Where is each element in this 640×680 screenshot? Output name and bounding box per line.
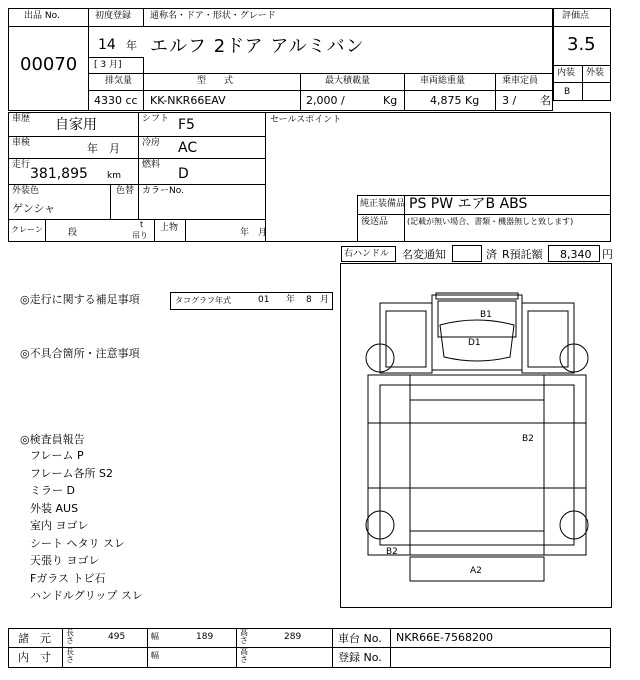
height-label: 高さ xyxy=(240,628,248,645)
mileage-label: 走行 xyxy=(12,160,31,170)
capacity-value: 3 / xyxy=(502,94,517,107)
supplement-label: ◎走行に関する補足事項 xyxy=(20,293,140,306)
type-label: 型 式 xyxy=(197,76,234,86)
divider xyxy=(88,8,89,111)
equipment-value: PS PW エアB ABS xyxy=(409,196,528,212)
grade-value: 3.5 xyxy=(567,34,596,55)
history-value: 自家用 xyxy=(55,117,97,133)
damage-mark: B1 xyxy=(480,310,492,320)
interior-dims-label: 内 寸 xyxy=(18,651,51,664)
divider xyxy=(357,214,611,215)
report-line: ミラー D xyxy=(30,484,75,497)
fuel-label: 燃料 xyxy=(142,160,161,170)
model-name: エルフ 2ドア アルミバン xyxy=(150,36,365,57)
max-load-unit: Kg xyxy=(383,94,398,107)
vehicle-outline xyxy=(340,263,612,608)
divider xyxy=(495,73,496,111)
exterior-label: 外装 xyxy=(586,68,605,78)
divider xyxy=(143,8,144,26)
interior-height-label: 高さ xyxy=(240,647,248,664)
capacity-label: 乗車定員 xyxy=(502,76,539,86)
inspector-report xyxy=(30,447,270,605)
report-line: Fガラス トビ石 xyxy=(30,571,106,585)
max-load-value: 2,000 / xyxy=(306,94,345,107)
divider xyxy=(8,136,265,137)
name-change-label: 名変通知 xyxy=(402,248,446,261)
top-value: 年 月 xyxy=(240,228,268,238)
report-line: 室内 ヨゴレ xyxy=(30,519,89,532)
inspection-value: 年 月 xyxy=(87,142,120,155)
damage-mark: B2 xyxy=(386,547,398,557)
chassis-label: 車台 No. xyxy=(338,632,382,645)
title-label: 通称名・ドア・形状・グレード xyxy=(150,11,276,21)
divider xyxy=(390,628,391,668)
color-no-label: カラーNo. xyxy=(142,186,184,196)
tachograph-year-unit: 年 xyxy=(286,295,296,305)
equipment-label: 純正装備品 xyxy=(360,199,406,209)
damage-mark: A2 xyxy=(470,566,482,576)
shift-value: F5 xyxy=(178,117,195,133)
divider xyxy=(404,73,405,111)
footer-box xyxy=(8,628,611,668)
report-line: シート ヘタリ スレ xyxy=(30,536,125,550)
vehicle-diagram xyxy=(340,263,612,608)
divider xyxy=(8,184,265,185)
sales-point-label: セールスポイント xyxy=(270,115,342,125)
divider xyxy=(332,628,333,668)
history-label: 車歴 xyxy=(12,114,31,124)
divider xyxy=(553,26,611,27)
color-label: 外装色 xyxy=(12,186,40,196)
divider xyxy=(8,647,611,648)
divider xyxy=(236,628,237,668)
interior-label: 内装 xyxy=(557,68,576,78)
fuel-value: D xyxy=(178,166,189,182)
mileage-unit: km xyxy=(107,171,121,181)
displacement-value: 4330 cc xyxy=(94,94,138,107)
report-line: 外装 AUS xyxy=(30,501,79,515)
capacity-unit: 名 xyxy=(540,94,551,107)
shift-label: シフト xyxy=(142,114,170,124)
reg-month: [ 3 月] xyxy=(94,60,122,70)
name-change-box xyxy=(452,245,482,262)
divider xyxy=(8,158,265,159)
divider xyxy=(300,73,301,111)
tachograph-label: タコグラフ年式 xyxy=(175,296,231,305)
lot-label: 出品 No. xyxy=(24,11,60,21)
divider xyxy=(143,73,144,111)
dims-label: 諸 元 xyxy=(18,632,51,645)
crane-unit-hang: 吊り xyxy=(132,231,148,240)
ac-label: 冷房 xyxy=(142,138,161,148)
top-label: 上物 xyxy=(160,223,179,233)
steering-value: 右ハンドル xyxy=(344,249,390,259)
color-change-label: 色替 xyxy=(116,186,135,196)
report-line: ハンドルグリップ スレ xyxy=(30,589,143,602)
divider xyxy=(138,112,139,219)
divider xyxy=(45,219,46,242)
model-code: KK-NKR66EAV xyxy=(150,94,226,107)
gross-weight-label: 車両総重量 xyxy=(420,76,466,86)
divider xyxy=(88,90,553,91)
recycle-done: 済 xyxy=(486,248,497,261)
report-line: フレーム各所 S2 xyxy=(30,466,114,480)
divider xyxy=(8,26,553,27)
damage-mark: D1 xyxy=(468,338,481,348)
crane-unit-t: t xyxy=(140,220,144,229)
registration-label: 登録 No. xyxy=(338,651,382,664)
interior-length-label: 長さ xyxy=(66,647,74,664)
tachograph-month-unit: 月 xyxy=(320,295,330,305)
divider xyxy=(8,219,265,220)
divider xyxy=(110,184,111,219)
divider xyxy=(143,57,144,73)
inspection-label: 車検 xyxy=(12,138,31,148)
recycle-fee-unit: 円 xyxy=(602,248,613,261)
inspector-label: ◎検査員報告 xyxy=(20,433,85,446)
interior-width-label: 幅 xyxy=(151,651,159,660)
divider xyxy=(265,112,266,242)
gross-weight-value: 4,875 Kg xyxy=(430,94,480,107)
displacement-label: 排気量 xyxy=(105,76,133,86)
recycle-fee-label: R預託額 xyxy=(502,248,543,261)
defects-label: ◎不具合箇所・注意事項 xyxy=(20,347,140,360)
report-line: フレーム P xyxy=(30,449,84,462)
first-reg-label: 初度登録 xyxy=(95,11,132,21)
divider xyxy=(88,57,144,58)
divider xyxy=(154,219,155,242)
grade-label: 評価点 xyxy=(562,11,590,21)
length-value: 495 xyxy=(108,632,126,642)
divider xyxy=(88,73,553,74)
reg-year: 14 xyxy=(98,37,116,53)
height-value: 289 xyxy=(284,632,302,642)
chassis-value: NKR66E-7568200 xyxy=(396,631,493,644)
length-label: 長さ xyxy=(66,628,74,645)
divider xyxy=(62,628,63,668)
accessories-label: 後送品 xyxy=(361,217,389,227)
divider xyxy=(185,219,186,242)
ac-value: AC xyxy=(178,140,198,156)
divider xyxy=(582,65,583,101)
crane-label: クレーン xyxy=(11,225,43,234)
crane-value: 段 xyxy=(68,228,78,238)
tachograph-month: 8 xyxy=(306,295,312,305)
tachograph-year: 01 xyxy=(258,295,270,305)
width-label: 幅 xyxy=(151,632,159,641)
max-load-label: 最大積載量 xyxy=(325,76,371,86)
divider xyxy=(147,628,148,668)
recycle-fee-value: 8,340 xyxy=(560,248,592,261)
color-value: ゲンシャ xyxy=(12,202,56,215)
width-value: 189 xyxy=(196,632,214,642)
damage-mark: B2 xyxy=(522,434,534,444)
reg-year-unit: 年 xyxy=(126,39,137,52)
lot-number: 00070 xyxy=(20,54,78,75)
report-line: 天張り ヨゴレ xyxy=(30,554,100,567)
mileage-value: 381,895 xyxy=(30,166,88,182)
accessories-note: (記載が無い場合、書類・機器無しと致します) xyxy=(407,217,574,226)
interior-grade: B xyxy=(564,87,571,97)
